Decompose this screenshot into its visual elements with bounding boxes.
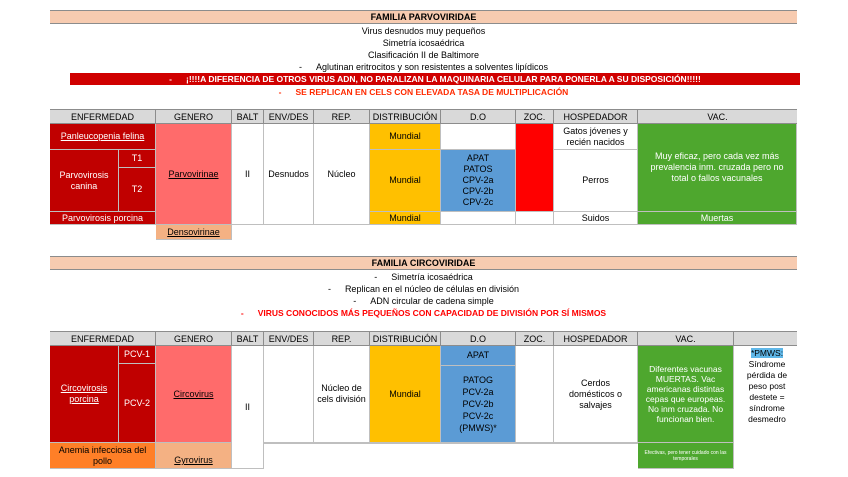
header-env-des: ENV/DES [264,110,314,123]
circo-table-header [50,331,797,346]
parvo-note-4 [50,61,797,73]
parvo-warning [70,73,800,85]
circo-title: FAMILIA CIRCOVIRIDAE [50,256,797,270]
vac-porcina-cell: Muertas [638,212,797,225]
header-hospedador: HOSPEDADOR [554,110,638,123]
header-hospedador: HOSPEDADOR [554,332,638,345]
parvo-note-2: Simetría icosaédrica [382,38,465,48]
distribucion-canina-cell: Mundial [370,150,441,212]
do-pcv2c: PCV-2c [462,411,494,421]
parvo-bullet-note: Aglutinan eritrocitos y son resistentes a solventes lipídicos [315,62,549,72]
circo-highlight [50,307,797,319]
header-distribucion: DISTRIBUCIÓN [370,332,441,345]
header-vac: VAC. [638,332,734,345]
header-do: D.O [441,332,516,345]
circo-zoc-cell [516,346,554,443]
pmws-note [738,346,796,443]
t1-cell: T1 [119,150,156,168]
anemia-cell: Anemia infecciosa del pollo [50,443,156,469]
header-genero: GENERO [156,110,232,123]
panleucopenia-cell: Panleucopenia felina [50,124,156,150]
circo-balt-cell: II [232,346,264,469]
circo-note-2-text: Replican en el núcleo de células en división [344,284,520,294]
header-env-des: ENV/DES [264,332,314,345]
parvo-title: FAMILIA PARVOVIRIDAE [50,10,797,24]
parvo-highlight-text: SE REPLICAN EN CELS CON ELEVADA TASA DE MULTIPLICACIÓN [295,87,569,97]
pmws-note-text: Síndrome pérdida de peso post destete = síndrome desmedro [746,359,788,424]
hospedador-porcina-cell: Suidos [554,212,638,225]
vac-felina-canina-cell: Muy eficaz, pero cada vez más prevalencia inm. cruzada pero no total o fallos vacunales [638,124,797,212]
do-cpv2c: CPV-2c [462,197,494,207]
hospedador-felina-cell: Gatos jóvenes y recién nacidos [554,124,638,150]
parvo-table-header [50,109,797,124]
parvovirosis-porcina-cell: Parvovirosis porcina [50,212,156,225]
pcv2-cell: PCV-2 [119,364,156,443]
distribucion-felina-cell: Mundial [370,124,441,150]
dash-mark: - [353,296,357,306]
header-genero: GENERO [156,332,232,345]
do-canina-cell [441,150,516,212]
dash-mark: - [374,272,378,282]
circo-hospedador-cell: Cerdos domésticos o salvajes [554,346,638,443]
circo-env-cell [264,346,314,443]
parvo-note-1: Virus desnudos muy pequeños [361,26,486,36]
header-rep: REP. [314,332,370,345]
zoc-porcina-cell [516,212,554,225]
parvovirosis-canina-cell: Parvovirosis canina [50,150,119,212]
parvo-highlight [50,86,797,98]
dash-mark: - [278,87,282,97]
header-rep: REP. [314,110,370,123]
dash-mark: - [327,284,331,294]
genero-gyrovirus-cell: Gyrovirus [156,443,232,469]
header-enfermedad: ENFERMEDAD [50,332,156,345]
header-do: D.O [441,110,516,123]
dash-mark: - [298,62,302,72]
env-cell: Desnudos [264,124,314,225]
circo-note-2 [50,283,797,295]
header-distribucion: DISTRIBUCIÓN [370,110,441,123]
do-pcv2a: PCV-2a [462,387,494,397]
t2-cell: T2 [119,168,156,212]
parvo-warning-text: ¡!!!!A DIFERENCIA DE OTROS VIRUS ADN, NO PARALIZAN LA MAQUINARIA CELULAR PARA PONERLA A SU DISPOSICIÓN!!!!! [185,74,701,84]
genero-circovirus-cell: Circovirus [156,346,232,443]
do-felina-cell [441,124,516,150]
do-porcina-cell [441,212,516,225]
circo-rep-cell: Núcleo de cels división [314,346,370,443]
header-zoc: ZOC. [516,332,554,345]
do-cpv2a: CPV-2a [462,175,494,185]
circo-note-1 [50,271,797,283]
header-zoc: ZOC. [516,110,554,123]
parvo-note-3: Clasificación II de Baltimore [367,50,480,60]
header-balt: BALT [232,332,264,345]
pcv1-cell: PCV-1 [119,346,156,364]
anemia-row-line [264,443,638,469]
rep-cell: Núcleo [314,124,370,225]
balt-cell: II [232,124,264,225]
circo-note-3 [50,295,797,307]
header-balt: BALT [232,110,264,123]
header-vac: VAC. [707,111,728,122]
anemia-vac-cell: Efectivas, pero tener cuidado con las temporales [638,443,734,469]
circo-do-apat-cell: APAT [441,346,516,366]
header-enfermedad: ENFERMEDAD [50,110,156,123]
do-cpv2b: CPV-2b [462,186,494,196]
circo-highlight-text: VIRUS CONOCIDOS MÁS PEQUEÑOS CON CAPACIDAD DE DIVISIÓN POR SÍ MISMOS [257,308,607,318]
distribucion-porcina-cell: Mundial [370,212,441,225]
circo-do-cell [441,366,516,443]
genero-parvovirinae-cell: Parvovirinae [156,124,232,225]
circo-distribucion-cell: Mundial [370,346,441,443]
do-pmws: (PMWS)* [459,423,497,433]
circo-vac-cell: Diferentes vacunas MUERTAS. Vac americanas distintas cepas que europeas. No inm cruzada. No funcionan bien. [638,346,734,443]
zoc-red-cell [516,124,554,212]
hospedador-canina-cell: Perros [554,150,638,212]
dash-mark: - [169,74,172,84]
do-pcv2b: PCV-2b [462,399,494,409]
circovirosis-cell: Circovirosis porcina [50,346,119,443]
dash-mark: - [240,308,244,318]
circo-note-1-text: Simetría icosaédrica [391,272,473,282]
pmws-note-label: *PMWS: [750,348,784,358]
genero-densovirinae-cell: Densovirinae [156,225,232,240]
do-apat: APAT [466,153,490,163]
do-patog: PATOG [462,375,493,385]
circo-note-3-text: ADN circular de cadena simple [370,296,494,306]
do-patos: PATOS [463,164,493,174]
